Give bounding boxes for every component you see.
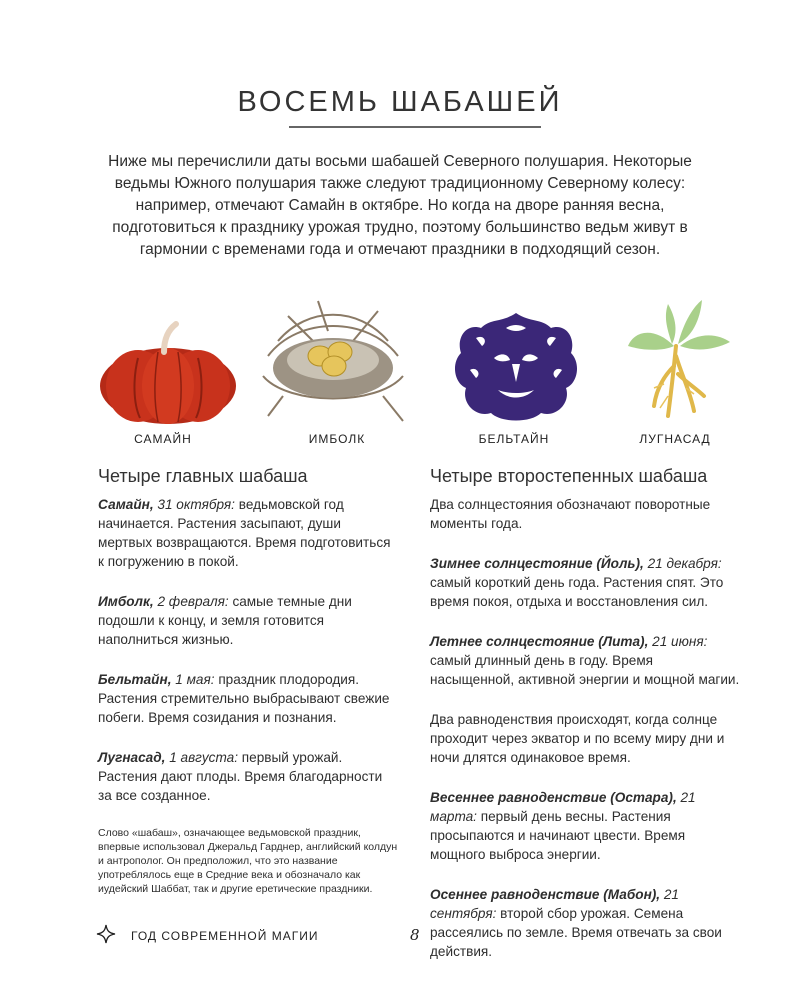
book-title-footer: ГОД СОВРЕМЕННОЙ МАГИИ [131,929,319,943]
page-title: ВОСЕМЬ ШАБАШЕЙ [237,86,563,118]
intro-paragraph: Ниже мы перечислили даты восьми шабашей Северного полушария. Некоторые ведьмы Южного полушария также следуют традиционному Северному колесу: например, отмечают Самайн в октябре. Но когда на дворе ранняя весна, подготовиться к празднику урожая трудно, поэтому большинство ведьм живут в гармонии с временами года и отмечают праздники в подходящий сезон. [108,153,692,258]
caption-imbolc: ИМБОЛК [308,432,366,446]
sabbat-entry: Осеннее равноденствие (Мабон), 21 сентября: второй сбор урожая. Семена рассеялись по земле. Время отвечать за свои действия. [430,887,722,959]
nest-illustration [258,296,408,426]
sabbat-entry: Бельтайн, 1 мая: праздник плодородия. Растения стремительно выбрасывают свежие побеги. Время созидания и познания. [98,672,390,725]
root-plant-illustration [624,296,734,426]
minor-sabbats-column [430,466,740,982]
pumpkin-illustration [98,318,238,428]
page-number: 8 [410,926,420,944]
sabbat-entry: Зимнее солнцестояние (Йоль), 21 декабря: самый короткий день года. Растения спят. Это время покоя, отдыха и восстановления сил. [430,556,724,609]
title-divider [289,126,541,128]
sabbat-entry: Самайн, 31 октября: ведьмовской год начинается. Растения засыпают, души мертвых возвращаются. Время подготовиться к погружению в покой. [98,497,391,569]
sabbat-entry: Весеннее равноденствие (Остара), 21 марта: первый день весны. Растения просыпаются и начинают цвести. Время мощного выброса энергии. [430,790,696,862]
solstice-intro: Два солнцестояния обозначают поворотные моменты года. [430,497,711,531]
equinox-intro: Два равноденствия происходят, когда солнце проходит через экватор и по всему миру дни и ночи длятся одинаковое время. [430,712,725,765]
green-man-illustration [446,308,586,423]
sabbat-entry: Летнее солнцестояние (Лита), 21 июня: самый длинный день в году. Время насыщенной, активной энергии и мощной магии. [430,634,740,687]
major-sabbats-heading: Четыре главных шабаша [98,466,308,486]
caption-samhain: САМАЙН [134,432,192,446]
sabbat-entry: Имболк, 2 февраля: самые темные дни подошли к концу, и земля готовится наполниться жизнью. [98,594,352,647]
sabbat-word-note: Слово «шабаш», означающее ведьмовской праздник, впервые использовал Джеральд Гарднер, английский колдун и антрополог. Он предположил, что это название употреблялось еще в Средние века и обозначало как иудейский Шаббат, так и другие еретические праздники. [98,827,398,895]
sabbat-entry: Лугнасад, 1 августа: первый урожай. Растения дают плоды. Время благодарности за все созданное. [98,750,383,803]
major-sabbats-column [98,466,398,917]
minor-sabbats-heading: Четыре второстепенных шабаша [430,466,708,486]
caption-beltane: БЕЛЬТАЙН [478,432,550,446]
caption-lughnasadh: ЛУГНАСАД [639,432,711,446]
star-icon [96,924,116,944]
